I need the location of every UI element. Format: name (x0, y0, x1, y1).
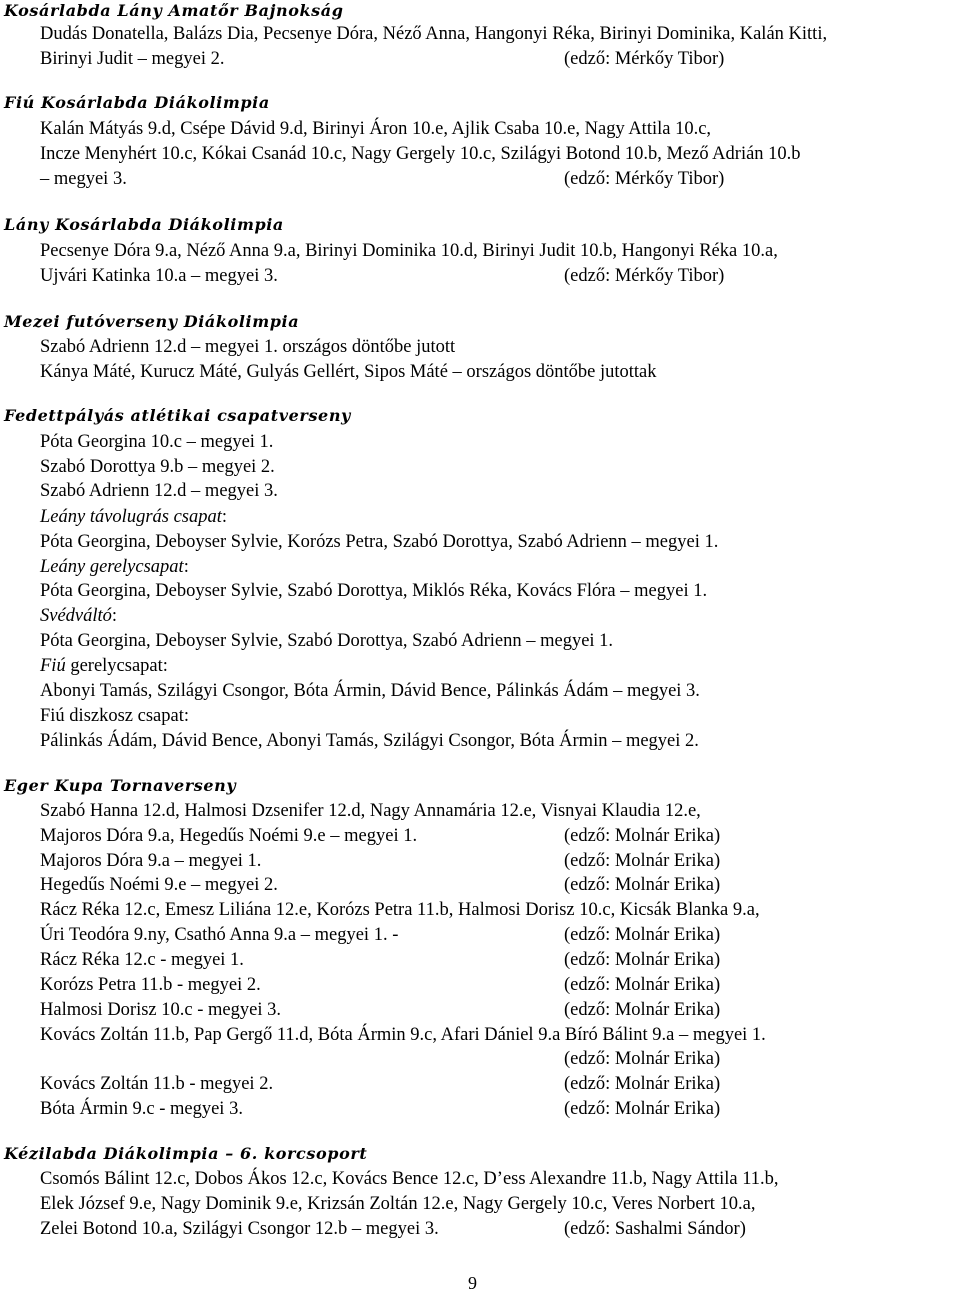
text-line: Pálinkás Ádám, Dávid Bence, Abonyi Tamás, Szilágyi Csongor, Bóta Ármin – megyei 2. (40, 731, 699, 751)
text-line: Póta Georgina, Deboyser Sylvie, Szabó Dorottya, Szabó Adrienn – megyei 1. (40, 631, 614, 651)
text-line: Úri Teodóra 9.ny, Csathó Anna 9.a – megyei 1. - (40, 925, 399, 945)
coach-note: (edző: Molnár Erika) (564, 1099, 721, 1119)
text-line: Ujvári Katinka 10.a – megyei 3. (40, 266, 278, 286)
coach-note: (edző: Mérkőy Tibor) (564, 49, 725, 69)
text-line: Póta Georgina, Deboyser Sylvie, Szabó Dorottya, Miklós Réka, Kovács Flóra – megyei 1. (40, 581, 708, 601)
text-line: Kánya Máté, Kurucz Máté, Gulyás Gellért, Sipos Máté – országos döntőbe jutottak (40, 362, 657, 382)
coach-note: (edző: Molnár Erika) (564, 925, 721, 945)
text-line: Halmosi Dorisz 10.c - megyei 3. (40, 1000, 281, 1020)
coach-note: (edző: Mérkőy Tibor) (564, 169, 725, 189)
section-title: Kosárlabda Lány Amatőr Bajnokság (4, 1, 344, 20)
section-title: Fedettpályás atlétikai csapatverseny (4, 406, 351, 425)
text-line: Kovács Zoltán 11.b - megyei 2. (40, 1074, 274, 1094)
text-line: Majoros Dóra 9.a, Hegedűs Noémi 9.e – megyei 1. (40, 826, 418, 846)
text-line: Dudás Donatella, Balázs Dia, Pecsenye Dóra, Néző Anna, Hangonyi Réka, Birinyi Dominika, Kalán Kitti, (40, 24, 828, 44)
group-label: Fiú gerelycsapat: (40, 656, 168, 676)
text-line: Abonyi Tamás, Szilágyi Csongor, Bóta Ármin, Dávid Bence, Pálinkás Ádám – megyei 3. (40, 681, 700, 701)
coach-note: (edző: Molnár Erika) (564, 1074, 721, 1094)
text-line: Pecsenye Dóra 9.a, Néző Anna 9.a, Birinyi Dominika 10.d, Birinyi Judit 10.b, Hangonyi Réka 10.a, (40, 241, 778, 261)
text-line: Póta Georgina, Deboyser Sylvie, Korózs Petra, Szabó Dorottya, Szabó Adrienn – megyei 1. (40, 532, 719, 552)
coach-note: (edző: Sashalmi Sándor) (564, 1219, 746, 1239)
text-line: Kalán Mátyás 9.d, Csépe Dávid 9.d, Birinyi Áron 10.e, Ajlik Csaba 10.e, Nagy Attila 10.c, (40, 119, 712, 139)
coach-note: (edző: Molnár Erika) (564, 851, 721, 871)
section-title: Eger Kupa Tornaverseny (4, 776, 237, 795)
text-line: Elek József 9.e, Nagy Dominik 9.e, Krizsán Zoltán 12.e, Nagy Gergely 10.c, Veres Norbert 10.a, (40, 1194, 756, 1214)
coach-note: (edző: Molnár Erika) (564, 1000, 721, 1020)
coach-note: (edző: Molnár Erika) (564, 875, 721, 895)
group-label: Leány távolugrás csapat: (40, 507, 228, 527)
text-line: Rácz Réka 12.c - megyei 1. (40, 950, 244, 970)
group-label: Leány gerelycsapat: (40, 557, 189, 577)
text-line: Zelei Botond 10.a, Szilágyi Csongor 12.b – megyei 3. (40, 1219, 439, 1239)
text-line: Majoros Dóra 9.a – megyei 1. (40, 851, 262, 871)
coach-note: (edző: Molnár Erika) (564, 826, 721, 846)
text-line: Birinyi Judit – megyei 2. (40, 49, 225, 69)
text-line: Szabó Adrienn 12.d – megyei 3. (40, 481, 278, 501)
text-line: Rácz Réka 12.c, Emesz Liliána 12.e, Korózs Petra 11.b, Halmosi Dorisz 10.c, Kicsák Blanka 9.a, (40, 900, 760, 920)
text-line: Szabó Adrienn 12.d – megyei 1. országos döntőbe jutott (40, 337, 456, 357)
coach-note: (edző: Molnár Erika) (564, 975, 721, 995)
coach-note: (edző: Molnár Erika) (564, 1049, 721, 1069)
text-line: Póta Georgina 10.c – megyei 1. (40, 432, 274, 452)
text-line: – megyei 3. (40, 169, 127, 189)
group-label: Svédváltó: (40, 606, 118, 626)
section-title: Fiú Kosárlabda Diákolimpia (4, 93, 270, 112)
page-number: 9 (468, 1273, 477, 1293)
coach-note: (edző: Mérkőy Tibor) (564, 266, 725, 286)
text-line: Csomós Bálint 12.c, Dobos Ákos 12.c, Kovács Bence 12.c, D’ess Alexandre 11.b, Nagy Attila 11.b, (40, 1169, 779, 1189)
text-line: Incze Menyhért 10.c, Kókai Csanád 10.c, Nagy Gergely 10.c, Szilágyi Botond 10.b, Mező Adrián 10.b (40, 144, 801, 164)
text-line: Bóta Ármin 9.c - megyei 3. (40, 1099, 243, 1119)
text-line: Korózs Petra 11.b - megyei 2. (40, 975, 261, 995)
section-title: Kézilabda Diákolimpia – 6. korcsoport (4, 1144, 368, 1163)
text-line: Szabó Hanna 12.d, Halmosi Dzsenifer 12.d, Nagy Annamária 12.e, Visnyai Klaudia 12.e, (40, 801, 701, 821)
section-title: Lány Kosárlabda Diákolimpia (4, 215, 284, 234)
coach-note: (edző: Molnár Erika) (564, 950, 721, 970)
text-line: Szabó Dorottya 9.b – megyei 2. (40, 457, 275, 477)
text-line: Hegedűs Noémi 9.e – megyei 2. (40, 875, 278, 895)
section-title: Mezei futóverseny Diákolimpia (4, 312, 300, 331)
group-label: Fiú diszkosz csapat: (40, 706, 190, 726)
text-line: Kovács Zoltán 11.b, Pap Gergő 11.d, Bóta Ármin 9.c, Afari Dániel 9.a Bíró Bálint 9.a – megyei 1. (40, 1025, 766, 1045)
